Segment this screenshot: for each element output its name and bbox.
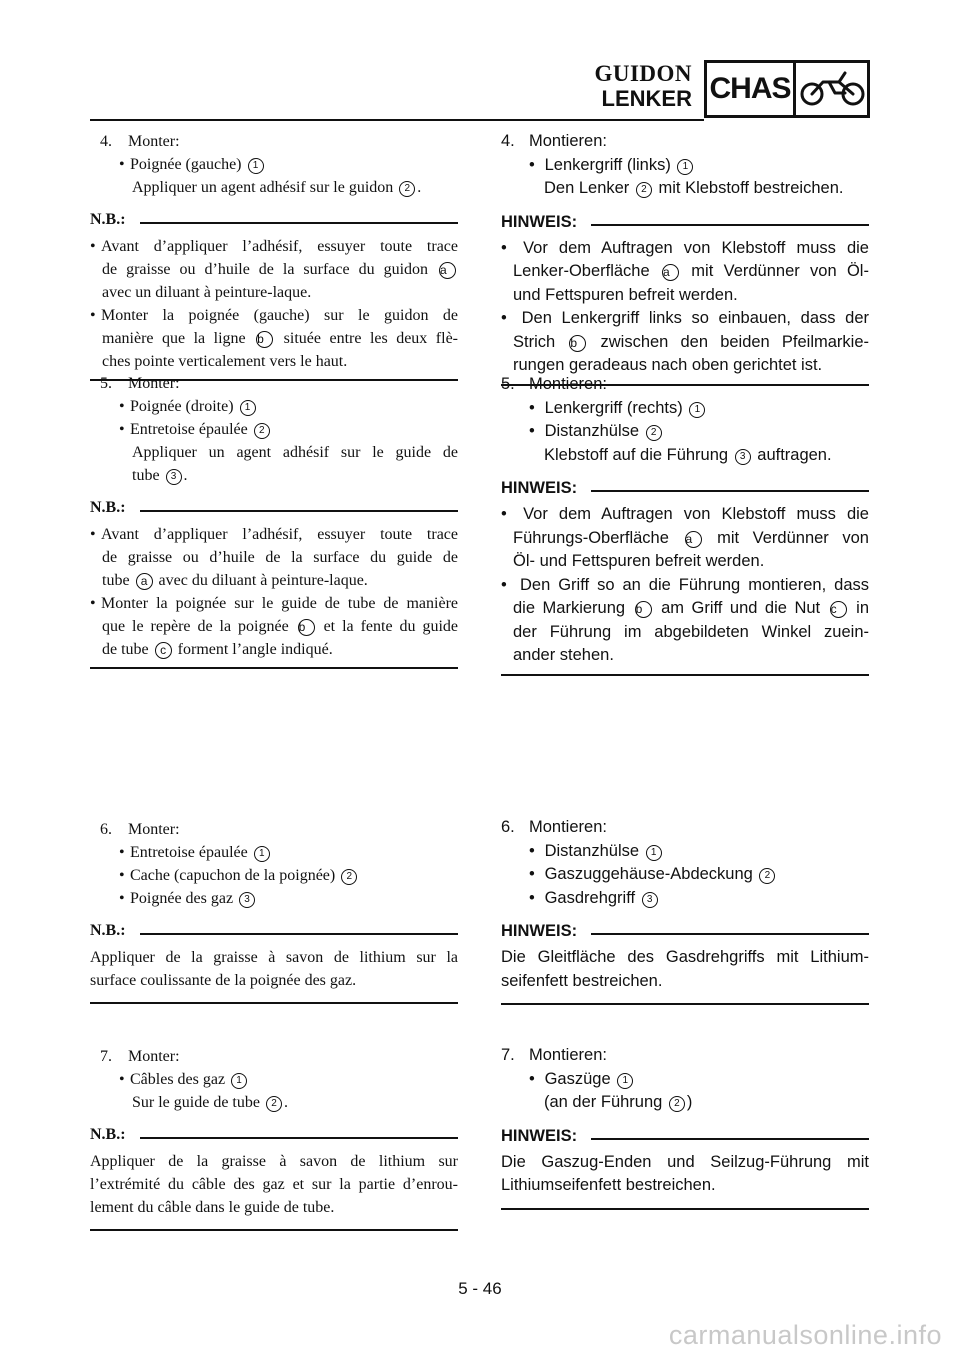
note-label: N.B.:: [90, 922, 134, 940]
list-item: Câbles des gaz: [130, 1071, 226, 1088]
step-number: 6.: [501, 818, 515, 836]
de-step-7: [501, 1044, 869, 1210]
note-text: Führungs-Oberfläche: [513, 528, 669, 547]
instruction-text: (an der Führung: [544, 1093, 663, 1111]
step-title: Monter:: [128, 1048, 180, 1065]
note-text: Den Griff so an die Führung montieren, dass: [519, 575, 869, 594]
note-text: zwischen den beiden Pfeilmarkie-: [600, 332, 869, 351]
bullet: •: [529, 888, 535, 907]
list-item: Gaszuggehäuse-Abdeckung: [544, 865, 753, 883]
note-rule: [140, 510, 458, 512]
bullet: •: [529, 1069, 535, 1088]
bullet: •: [501, 238, 507, 257]
punctuation: .: [417, 179, 422, 196]
note-label: HINWEIS:: [501, 479, 585, 498]
step-number: 5.: [501, 375, 515, 393]
de-step-6: [501, 816, 869, 1005]
callout-marker: 2: [669, 1096, 685, 1112]
note-text: Die Gleitfläche des Gasdrehgriffs mit Lithium-: [501, 948, 869, 966]
callout-letter: a: [439, 262, 456, 279]
callout-letter: c: [155, 642, 172, 659]
step-number: 4.: [100, 133, 112, 150]
note-text: Die Gaszug-Enden und Seilzug-Führung mit: [501, 1152, 869, 1171]
note-end-rule: [501, 1003, 869, 1005]
list-item: Distanzhülse: [544, 841, 640, 860]
callout-marker: 3: [642, 892, 658, 908]
note-text: forment l’angle indiqué.: [177, 641, 333, 658]
fr-step-7: [90, 1045, 458, 1231]
note-text: Appliquer de la graisse à savon de lithium sur: [90, 1153, 458, 1170]
instruction-text: Den Lenker: [544, 179, 630, 197]
bullet: •: [90, 595, 96, 612]
note-text: Monter la poignée (gauche) sur le guidon de: [101, 307, 458, 324]
note-rule: [140, 222, 458, 224]
note-text: Monter la poignée sur le guide de tube de manière: [101, 595, 458, 612]
note-text: l’extrémité du câble des gaz et sur la partie d’enrou-: [90, 1176, 458, 1193]
header-rule: [90, 119, 704, 121]
bullet: •: [501, 309, 507, 327]
step-number: 6.: [100, 821, 112, 838]
list-item: Gaszüge: [544, 1069, 611, 1088]
fr-step-5: [90, 372, 458, 669]
note-end-rule: [90, 667, 458, 669]
badge-divider: [793, 63, 796, 115]
bullet: •: [119, 844, 125, 861]
callout-marker: 3: [735, 449, 751, 465]
callout-marker: 3: [239, 892, 255, 908]
instruction-text: mit Klebstoff bestreichen.: [658, 179, 844, 197]
note-text: surface coulissante de la poignée des gaz.: [90, 972, 357, 989]
step-number: 5.: [100, 375, 112, 392]
note-end-rule: [501, 674, 869, 676]
note-rule: [591, 1138, 869, 1140]
bullet: •: [529, 422, 535, 440]
step-title: Montieren:: [529, 1046, 607, 1064]
callout-letter: b: [569, 335, 586, 352]
bullet: •: [119, 867, 125, 884]
bullet: •: [90, 526, 96, 543]
note-text: am Griff und die Nut: [661, 599, 821, 617]
de-step-5: [501, 373, 869, 676]
note-label: N.B.:: [90, 499, 134, 517]
note-text: tube: [102, 572, 130, 589]
callout-marker: 2: [254, 423, 270, 439]
note-text: Vor dem Auftragen von Klebstoff muss die: [523, 505, 869, 523]
instruction-text: Klebstoff auf die Führung: [544, 445, 729, 464]
instruction-text: tube: [132, 467, 160, 484]
motorcycle-icon: [799, 69, 867, 109]
bullet: •: [119, 421, 125, 438]
header-title-de: LENKER: [601, 86, 692, 111]
callout-marker: 1: [248, 158, 264, 174]
note-text: der Führung im abgebildeten Winkel zuein-: [513, 622, 869, 641]
step-title: Montieren:: [529, 132, 607, 150]
callout-marker: 1: [231, 1073, 247, 1089]
callout-marker: 1: [240, 400, 256, 416]
list-item: Poignée des gaz: [130, 890, 234, 907]
instruction-text: Appliquer un agent adhésif sur le guidon: [132, 179, 394, 196]
note-label: HINWEIS:: [501, 213, 585, 232]
bullet: •: [501, 505, 507, 523]
header-title-fr: GUIDON: [594, 61, 692, 86]
note-rule: [140, 1137, 458, 1139]
note-text: Öl- und Fettspuren befreit werden.: [513, 552, 765, 570]
list-item: Poignée (gauche): [130, 156, 242, 173]
bullet: •: [90, 307, 96, 324]
step-title: Monter:: [128, 133, 180, 150]
note-rule: [591, 490, 869, 492]
callout-marker: 1: [689, 402, 705, 418]
note-text: située entre les deux flè-: [283, 330, 459, 347]
callout-marker: 2: [646, 425, 662, 441]
callout-letter: b: [256, 331, 273, 348]
section-label: CHAS: [709, 72, 791, 105]
list-item: Lenkergriff (links): [544, 155, 671, 174]
list-item: Entretoise épaulée: [130, 421, 248, 438]
note-rule: [591, 224, 869, 226]
callout-marker: 2: [759, 868, 775, 884]
callout-letter: a: [685, 531, 702, 548]
bullet: •: [90, 238, 96, 255]
note-text: in: [856, 599, 869, 617]
bullet: •: [119, 398, 125, 415]
callout-letter: c: [830, 601, 847, 618]
note-text: ches pointe verticalement vers le haut.: [102, 353, 348, 370]
list-item: Distanzhülse: [544, 422, 640, 440]
note-text: und Fettspuren befreit werden.: [513, 285, 738, 304]
watermark: carmanualsonline.info: [668, 1320, 942, 1350]
callout-marker: 2: [636, 182, 652, 198]
step-number: 7.: [100, 1048, 112, 1065]
bullet: •: [529, 865, 535, 883]
callout-marker: 3: [166, 469, 182, 485]
step-number: 4.: [501, 132, 515, 150]
instruction-text: Appliquer un agent adhésif sur le guide de: [132, 444, 458, 461]
fr-step-4: [90, 130, 458, 381]
bullet: •: [119, 1071, 125, 1088]
note-text: Avant d’appliquer l’adhésif, essuyer toute trace: [101, 238, 458, 255]
note-text: de tube: [102, 641, 149, 658]
step-title: Monter:: [128, 375, 180, 392]
step-title: Montieren:: [529, 818, 607, 836]
note-text: de graisse ou d’huile de la surface du guidon: [102, 261, 429, 278]
note-text: avec un diluant à peinture-laque.: [102, 284, 312, 301]
note-text: rungen geradeaus nach oben gerichtet ist.: [513, 356, 823, 374]
list-item: Lenkergriff (rechts): [544, 398, 683, 417]
callout-marker: 2: [341, 869, 357, 885]
note-text: de graisse ou d’huile de la surface du guide de: [102, 549, 458, 566]
note-text: Lenker-Oberfläche: [513, 262, 650, 280]
callout-letter: a: [662, 264, 679, 281]
callout-marker: 2: [399, 181, 415, 197]
callout-letter: b: [298, 619, 315, 636]
note-label: N.B.:: [90, 1126, 134, 1144]
list-item: Entretoise épaulée: [130, 844, 248, 861]
instruction-text: Sur le guide de tube: [132, 1094, 260, 1111]
list-item: Cache (capuchon de la poignée): [130, 867, 336, 884]
note-label: HINWEIS:: [501, 1127, 585, 1146]
note-rule: [591, 933, 869, 935]
callout-marker: 1: [617, 1073, 633, 1089]
fr-step-6: [90, 818, 458, 1004]
punctuation: ): [686, 1093, 693, 1111]
note-text: ander stehen.: [513, 646, 614, 664]
note-text: Strich: [513, 332, 556, 351]
note-label: N.B.:: [90, 211, 134, 229]
bullet: •: [501, 575, 507, 594]
note-text: seifenfett bestreichen.: [501, 971, 663, 990]
note-end-rule: [90, 1002, 458, 1004]
callout-letter: a: [136, 573, 153, 590]
bullet: •: [119, 156, 125, 173]
note-text: Lithiumseifenfett bestreichen.: [501, 1176, 716, 1194]
step-title: Montieren:: [529, 375, 607, 393]
note-text: Appliquer de la graisse à savon de lithium sur la: [90, 949, 458, 966]
section-badge: [704, 60, 870, 118]
note-text: die Markierung: [513, 599, 626, 617]
note-text: et la fente du guide: [323, 618, 459, 635]
note-text: avec du diluant à peinture-laque.: [158, 572, 368, 589]
callout-marker: 1: [677, 159, 693, 175]
note-rule: [140, 933, 458, 935]
bullet: •: [119, 890, 125, 907]
bullet: •: [529, 841, 535, 860]
callout-letter: b: [635, 601, 652, 618]
step-number: 7.: [501, 1046, 515, 1064]
callout-marker: 1: [646, 845, 662, 861]
punctuation: .: [283, 1094, 288, 1111]
page-number: 5 - 46: [458, 1279, 502, 1298]
callout-marker: 2: [266, 1096, 282, 1112]
note-text: mit Verdünner von Öl-: [691, 262, 869, 280]
note-text: Vor dem Auftragen von Klebstoff muss die: [523, 238, 869, 257]
note-label: HINWEIS:: [501, 922, 585, 941]
note-text: que le repère de la poignée: [102, 618, 289, 635]
punctuation: .: [183, 467, 188, 484]
bullet: •: [529, 155, 535, 174]
note-end-rule: [90, 1229, 458, 1231]
bullet: •: [529, 398, 535, 417]
instruction-text: auftragen.: [757, 445, 832, 464]
note-text: mit Verdünner von: [717, 528, 869, 547]
list-item: Poignée (droite): [130, 398, 234, 415]
note-text: Den Lenkergriff links so einbauen, dass der: [521, 309, 869, 327]
de-step-4: [501, 130, 869, 386]
note-text: lement du câble dans le guide de tube.: [90, 1199, 335, 1216]
note-text: Avant d’appliquer l’adhésif, essuyer toute trace: [101, 526, 458, 543]
list-item: Gasdrehgriff: [544, 888, 636, 907]
callout-marker: 1: [254, 846, 270, 862]
note-end-rule: [501, 1208, 869, 1210]
step-title: Monter:: [128, 821, 180, 838]
note-text: manière que la ligne: [102, 330, 246, 347]
